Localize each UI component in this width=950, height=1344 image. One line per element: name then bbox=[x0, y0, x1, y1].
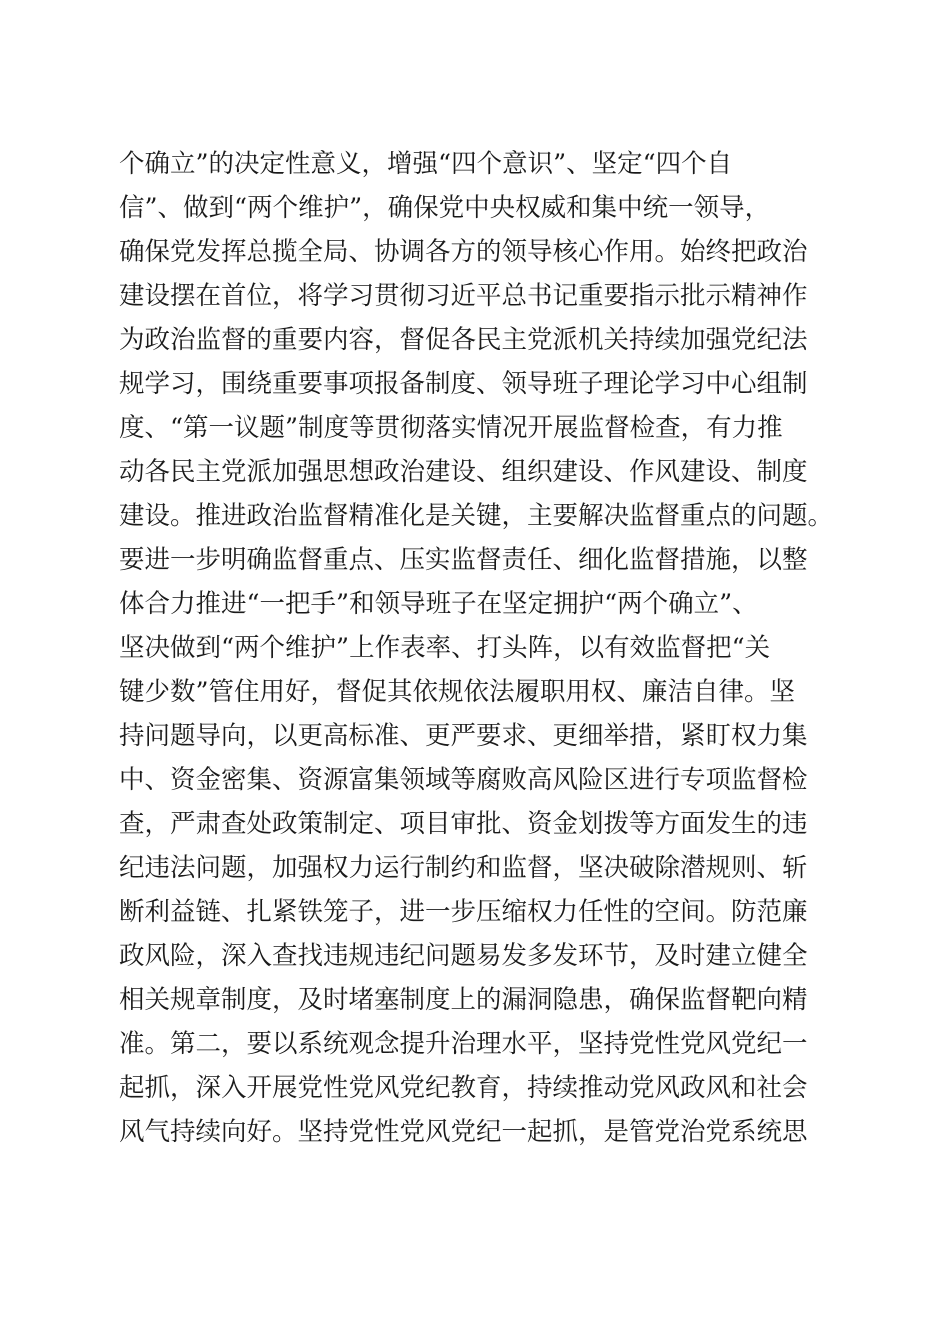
text-line: 信”、做到“两个维护”，确保党中央权威和集中统一领导， bbox=[119, 193, 771, 223]
text-line: 断利益链、扎紧铁笼子，进一步压缩权力任性的空间。防范廉 bbox=[119, 897, 808, 927]
text-line: 键少数”管住用好，督促其依规依法履职用权、廉洁自律。坚 bbox=[119, 677, 796, 707]
text-line: 查，严肃查处政策制定、项目审批、资金划拨等方面发生的违 bbox=[119, 809, 808, 839]
text-line: 体合力推进“一把手”和领导班子在坚定拥护“两个确立”、 bbox=[119, 589, 758, 619]
text-line: 坚决做到“两个维护”上作表率、打头阵，以有效监督把“关 bbox=[119, 633, 771, 663]
text-line: 动各民主党派加强思想政治建设、组织建设、作风建设、制度 bbox=[119, 457, 808, 487]
text-line: 持问题导向，以更高标准、更严要求、更细举措，紧盯权力集 bbox=[119, 721, 808, 751]
text-line: 中、资金密集、资源富集领域等腐败高风险区进行专项监督检 bbox=[119, 765, 808, 795]
text-line: 准。第二，要以系统观念提升治理水平，坚持党性党风党纪一 bbox=[119, 1029, 808, 1059]
text-line: 规学习，围绕重要事项报备制度、领导班子理论学习中心组制 bbox=[119, 369, 808, 399]
text-line: 度、“第一议题”制度等贯彻落实情况开展监督检查，有力推 bbox=[119, 413, 783, 443]
text-line: 建设。推进政治监督精准化是关键，主要解决监督重点的问题。 bbox=[119, 501, 834, 531]
text-line: 纪违法问题，加强权力运行制约和监督，坚决破除潜规则、斩 bbox=[119, 853, 808, 883]
text-line: 政风险，深入查找违规违纪问题易发多发环节，及时建立健全 bbox=[119, 941, 808, 971]
text-line: 风气持续向好。坚持党性党风党纪一起抓，是管党治党系统思 bbox=[119, 1117, 808, 1147]
text-line: 相关规章制度，及时堵塞制度上的漏洞隐患，确保监督靶向精 bbox=[119, 985, 808, 1015]
text-line: 个确立”的决定性意义，增强“四个意识”、坚定“四个自 bbox=[119, 149, 733, 179]
text-line: 要进一步明确监督重点、压实监督责任、细化监督措施，以整 bbox=[119, 545, 808, 575]
text-line: 起抓，深入开展党性党风党纪教育，持续推动党风政风和社会 bbox=[119, 1073, 808, 1103]
text-line: 建设摆在首位，将学习贯彻习近平总书记重要指示批示精神作 bbox=[119, 281, 808, 311]
text-line: 为政治监督的重要内容，督促各民主党派机关持续加强党纪法 bbox=[119, 325, 808, 355]
body-paragraph bbox=[119, 142, 839, 1154]
text-line: 确保党发挥总揽全局、协调各方的领导核心作用。始终把政治 bbox=[119, 237, 808, 267]
